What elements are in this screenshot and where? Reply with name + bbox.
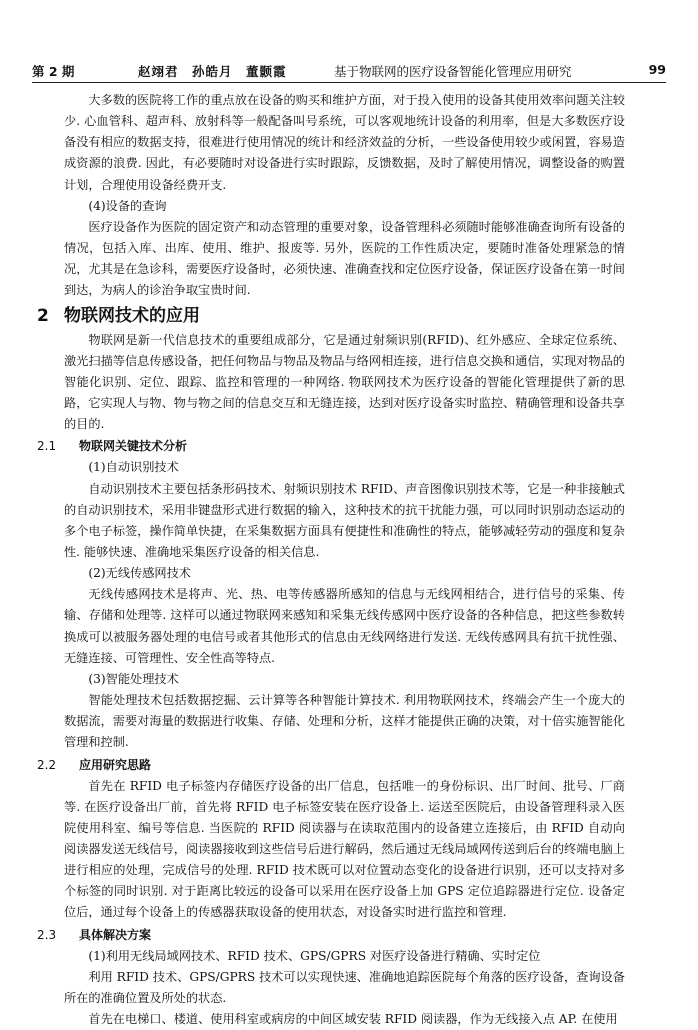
paragraph: 首先在 RFID 电子标签内存储医疗设备的出厂信息，包括唯一的身份标识、出厂时间、批号、厂商等. 在医疗设备出厂前，首先将 RFID 电子标签安装在医疗设备上. 运送至医院后，由设备管理科录入医院使用科室、编号等信息. 当医院的 RFID 阅读器与在读取范围内的设备建立连接后，由 RFID 自动向阅读器发送无线信号，阅读器接收到这些信号后进行解码，然后通过无线局域网传送到后台的终端电脑上进行相应的处理，完成信号的处理. RFID 技术既可以对位置动态变化的设备进行识别，还可以支持对多个标签的同时识别. 对于距离比较远的设备可以采用在医疗设备上加 GPS 定位追踪器进行定位. 设备定位后，通过每个设备上的传感器获取设备的使用状态，对设备实时进行监控和管理. <box>64 778 625 920</box>
issue-number: 第 2 期 <box>32 64 75 79</box>
paragraph: 物联网是新一代信息技术的重要组成部分，它是通过射频识别(RFID)、红外感应、全球定位系统、激光扫描等信息传感设备，把任何物品与物品及物品与络网相连接，进行信息交换和通信，实现对物品的智能化识别、定位、跟踪、监控和管理的一种网络. 物联网技术为医疗设备的智能化管理提供了新的思路，它实现人与物、物与物之间的信息交互和无缝连接，达到对医疗设备实时监控、精确管理和设备共享的目的. <box>64 332 625 432</box>
subsection-number: 2.2 <box>37 757 57 772</box>
item-heading: (2)无线传感网技术 <box>88 566 191 581</box>
paragraph: 利用 RFID 技术、GPS/GPRS 技术可以实现快速、准确地追踪医院每个角落的医疗设备，查询设备所在的准确位置及所处的状态. <box>64 969 625 1005</box>
article-body <box>37 90 625 1030</box>
header-paper-title: 基于物联网的医疗设备智能化管理应用研究 <box>334 64 572 79</box>
item-heading: (1)利用无线局域网技术、RFID 技术、GPS/GPRS 对医疗设备进行精确、实时定位 <box>88 948 541 963</box>
subsection-heading <box>37 435 625 457</box>
item-heading: (1)自动识别技术 <box>88 460 179 475</box>
section-heading <box>37 302 625 330</box>
paragraph: 智能处理技术包括数据挖掘、云计算等各种智能计算技术. 利用物联网技术，终端会产生一个庞大的数据流，需要对海量的数据进行收集、存储、处理和分析，这样才能提供正确的决策，对十倍实施智能化管理和控制. <box>64 693 625 750</box>
paragraph: 首先在电梯口、楼道、使用科室或病房的中间区域安装 RFID 阅读器，作为无线接入点 AP. 在使用 <box>88 1012 618 1027</box>
subsection-title: 具体解决方案 <box>79 927 152 942</box>
subsection-number: 2.3 <box>37 927 57 942</box>
paragraph: 大多数的医院将工作的重点放在设备的购买和维护方面，对于投入使用的设备其使用效率问题关注较少. 心血管科、超声科、放射科等一般配备叫号系统，可以客观地统计设备的利用率，但是大多数医疗设备没有相应的数据支持，很难进行使用情况的统计和经济效益的分析，一些设备使用较少或闲置，容易造成资源的浪费. 因此，有必要随时对设备进行实时跟踪，反馈数据，及时了解使用情况，调整设备的购置计划，合理使用设备经费开支. <box>64 93 625 192</box>
paragraph: 无线传感网技术是将声、光、热、电等传感器所感知的信息与无线网相结合，进行信号的采集、传输、存储和处理等. 这样可以通过物联网来感知和采集无线传感网中医疗设备的各种信息，把这些参数转换成可以被服务器处理的电信号或者其他形式的信息由无线网络进行发送. 无线传感网具有抗干扰性强、无缝连接、可管理性、安全性高等特点. <box>64 587 625 665</box>
item-heading: (3)智能处理技术 <box>88 671 179 686</box>
header-rule <box>32 82 666 83</box>
section-title: 物联网技术的应用 <box>64 305 200 326</box>
subsection-title: 应用研究思路 <box>79 757 152 772</box>
running-header <box>32 58 666 80</box>
subsection-heading <box>37 754 625 776</box>
paragraph: 自动识别技术主要包括条形码技术、射频识别技术 RFID、声音图像识别技术等，它是一种非接触式的自动识别技术，采用非键盘形式进行数据的输入，这种技术的抗干扰能力强，可以同时识别动态运动的多个电子标签，操作简单快捷，在采集数据方面具有便捷性和准确性的特点，能够减轻劳动的强度和复杂性. 能够快速、准确地采集医疗设备的相关信息. <box>64 481 625 559</box>
section-number: 2 <box>37 305 49 326</box>
header-authors: 赵翊君 孙皓月 董颢霞 <box>138 64 287 79</box>
paragraph: 医疗设备作为医院的固定资产和动态管理的重要对象，设备管理科必须随时能够准确查询所有设备的情况，包括入库、出库、使用、维护、报废等. 另外，医院的工作性质决定，要随时准备处理紧急的情况，尤其是在急诊科，需要医疗设备时，必须快速、准确查找和定位医疗设备，保证医疗设备在第一时间到达，为病人的诊治争取宝贵时间. <box>64 219 625 298</box>
subsection-number: 2.1 <box>37 439 57 454</box>
subsection-title: 物联网关键技术分析 <box>79 439 188 454</box>
page-number: 99 <box>648 62 666 77</box>
subsection-heading <box>37 924 625 946</box>
item-heading: (4)设备的查询 <box>88 198 167 213</box>
